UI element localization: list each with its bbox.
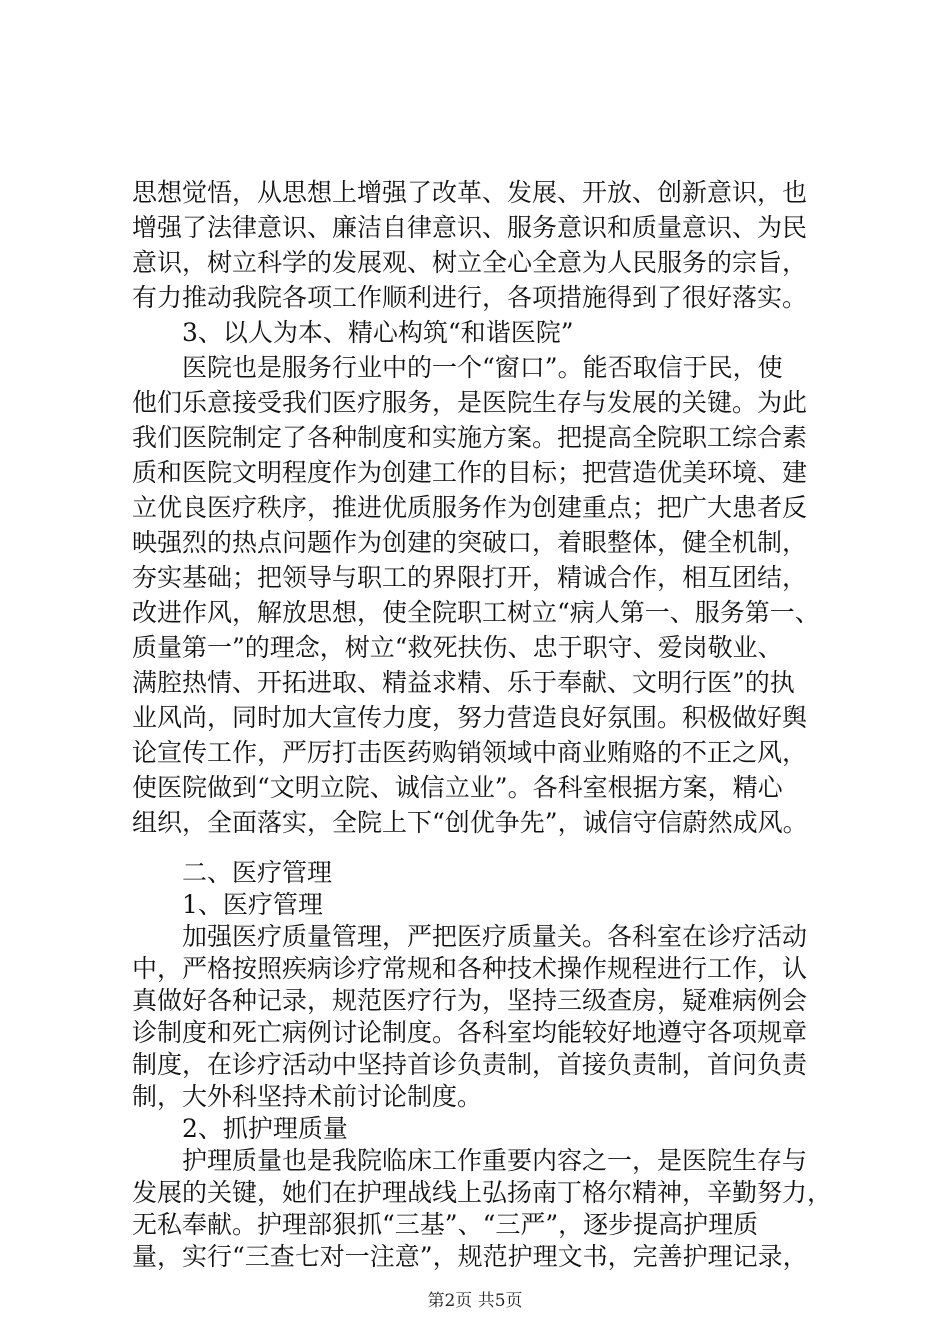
paragraph-line: 制度，在诊疗活动中坚持首诊负责制，首接负责制，首问负责 [132, 1050, 808, 1079]
paragraph-line: 中，严格按照疾病诊疗常规和各种技术操作规程进行工作，认 [132, 954, 808, 983]
paragraph-line: 增强了法律意识、廉洁自律意识、服务意识和质量意识、为民 [132, 213, 808, 242]
paragraph-line: 无私奉献。护理部狠抓“三基”、“三严”，逐步提高护理质 [132, 1210, 759, 1239]
paragraph-line: 改进作风，解放思想，使全院职工树立“病人第一、服务第一、 [132, 598, 820, 627]
paragraph-line: 有力推动我院各项工作顺利进行，各项措施得到了很好落实。 [132, 283, 808, 312]
paragraph-line: 我们医院制定了各种制度和实施方案。把提高全院职工综合素 [132, 423, 808, 452]
paragraph-line: 意识，树立科学的发展观、树立全心全意为人民服务的宗旨， [132, 248, 808, 277]
paragraph-line: 制，大外科坚持术前讨论制度。 [132, 1082, 483, 1111]
paragraph-line: 发展的关键，她们在护理战线上弘扬南丁格尔精神，辛勤努力， [132, 1178, 832, 1207]
paragraph-line: 量，实行“三查七对一注意”，规范护理文书，完善护理记录， [132, 1242, 808, 1271]
paragraph-line: 使医院做到“文明立院、诚信立业”。各科室根据方案，精心 [132, 773, 783, 802]
paragraph-line: 立优良医疗秩序，推进优质服务作为创建重点；把广大患者反 [132, 493, 808, 522]
section-heading: 3、以人为本、精心构筑“和谐医院” [182, 318, 574, 347]
paragraph-line: 真做好各种记录，规范医疗行为，坚持三级查房，疑难病例会 [132, 986, 808, 1015]
paragraph-line: 诊制度和死亡病例讨论制度。各科室均能较好地遵守各项规章 [132, 1018, 808, 1047]
paragraph-line: 思想觉悟，从思想上增强了改革、发展、开放、创新意识，也 [132, 178, 808, 207]
subsection-heading: 1、医疗管理 [182, 890, 323, 919]
paragraph-line: 质量第一”的理念，树立“救死扶伤、忠于职守、爱岗敬业、 [132, 633, 783, 662]
paragraph-line: 加强医疗质量管理，严把医疗质量关。各科室在诊疗活动 [182, 922, 808, 951]
paragraph-line: 业风尚，同时加大宣传力度，努力营造良好氛围。积极做好舆 [132, 703, 808, 732]
paragraph-line: 他们乐意接受我们医疗服务，是医院生存与发展的关键。为此 [132, 388, 808, 417]
paragraph-line: 满腔热情、开拓进取、精益求精、乐于奉献、文明行医”的执 [132, 668, 795, 697]
paragraph-line: 医院也是服务行业中的一个“窗口”。能否取信于民，使 [182, 353, 783, 382]
paragraph-line: 论宣传工作，严厉打击医药购销领域中商业贿赂的不正之风， [132, 738, 808, 767]
paragraph-line: 夯实基础；把领导与职工的界限打开，精诚合作，相互团结， [132, 563, 808, 592]
subsection-heading: 2、抓护理质量 [182, 1114, 348, 1143]
page-footer: 第2页 共5页 [427, 1291, 523, 1311]
paragraph-line: 护理质量也是我院临床工作重要内容之一，是医院生存与 [182, 1146, 808, 1175]
paragraph-line: 质和医院文明程度作为创建工作的目标；把营造优美环境、建 [132, 458, 808, 487]
paragraph-line: 组织，全面落实，全院上下“创优争先”，诚信守信蔚然成风。 [132, 808, 808, 837]
paragraph-line: 映强烈的热点问题作为创建的突破口，着眼整体，健全机制， [132, 528, 808, 557]
section-heading: 二、医疗管理 [182, 858, 333, 887]
